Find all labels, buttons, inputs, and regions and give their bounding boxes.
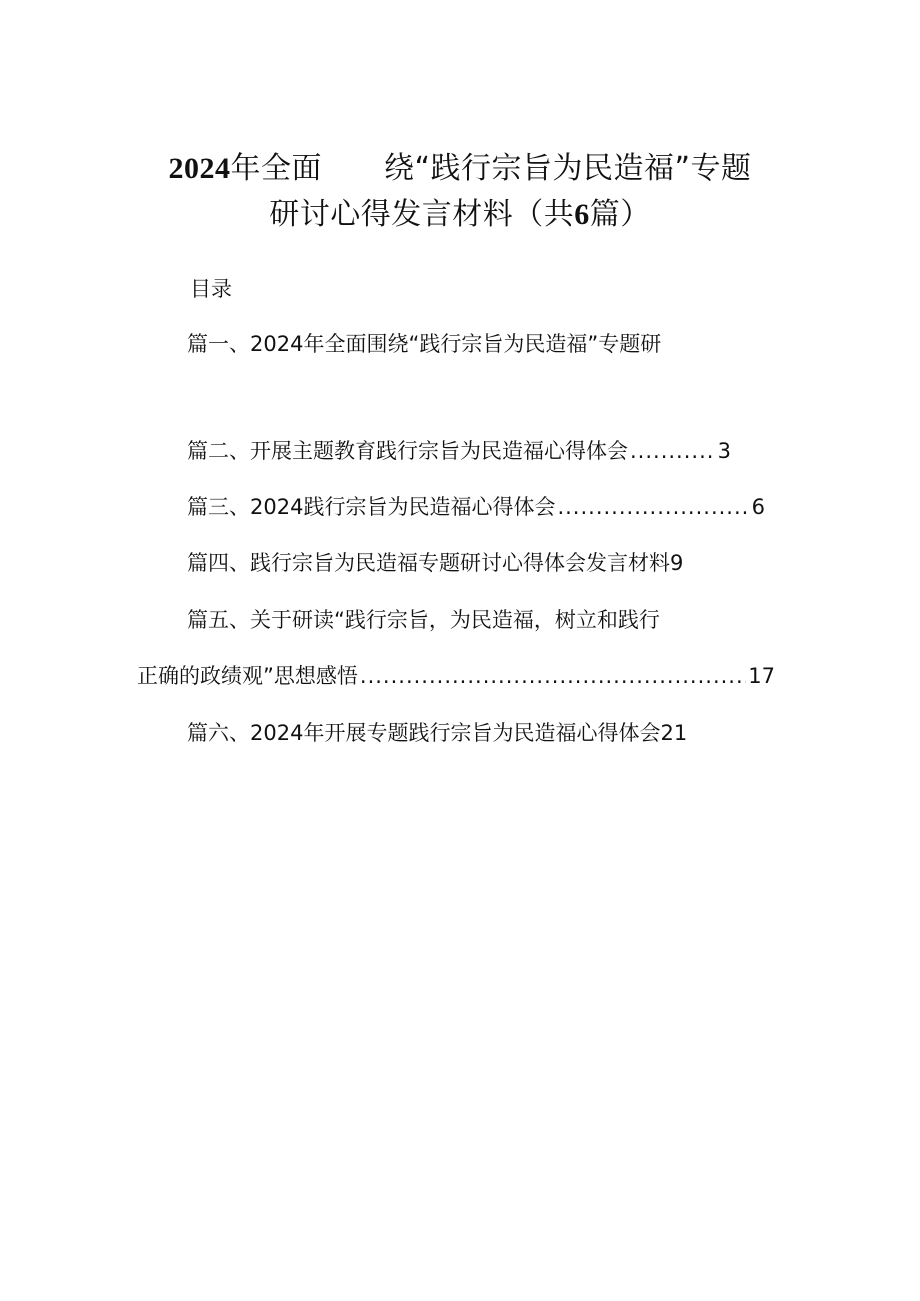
title-text-part-1: 年全面 bbox=[230, 151, 322, 186]
toc-entry-page: 6 bbox=[751, 495, 765, 519]
toc-entry-page: 9 bbox=[670, 551, 684, 575]
title-text-part-4: 篇） bbox=[589, 197, 651, 232]
toc-entry-1[interactable] bbox=[187, 329, 727, 359]
title-year: 2024 bbox=[168, 152, 231, 185]
title-text-part-2: 绕“践行宗旨为民造福”专题 bbox=[383, 151, 752, 186]
toc-entry-5[interactable] bbox=[187, 605, 727, 635]
toc-entry-5-continued[interactable] bbox=[137, 661, 775, 691]
document-title-line-2 bbox=[0, 196, 920, 234]
toc-leader-dots bbox=[557, 492, 749, 522]
toc-entry-text: 篇六、2024年开展专题践行宗旨为民造福心得体会 bbox=[187, 721, 661, 745]
document-title-line-1 bbox=[0, 150, 920, 188]
title-text-part-3: 研讨心得发言材料（共 bbox=[269, 197, 575, 232]
toc-entry-text: 篇一、2024年全面围绕“践行宗旨为民造福”专题研 bbox=[187, 332, 662, 356]
toc-leader-dots bbox=[360, 661, 746, 691]
toc-entry-3[interactable] bbox=[187, 492, 765, 522]
toc-entry-4[interactable] bbox=[187, 548, 737, 578]
toc-entry-page: 17 bbox=[748, 664, 775, 688]
toc-entry-text: 正确的政绩观”思想感悟 bbox=[137, 664, 358, 688]
title-count: 6 bbox=[574, 198, 590, 231]
toc-entry-text: 篇二、开展主题教育践行宗旨为民造福心得体会 bbox=[187, 439, 628, 463]
toc-entry-page: 21 bbox=[660, 721, 688, 745]
toc-entry-text: 篇三、2024践行宗旨为民造福心得体会 bbox=[187, 495, 556, 519]
toc-entry-2[interactable] bbox=[187, 436, 731, 466]
toc-entry-page: 3 bbox=[717, 439, 731, 463]
toc-leader-dots bbox=[630, 436, 716, 466]
toc-entry-text: 篇五、关于研读“践行宗旨，为民造福，树立和践行 bbox=[187, 608, 660, 632]
toc-entry-text: 篇四、践行宗旨为民造福专题研讨心得体会发言材料 bbox=[187, 551, 670, 575]
toc-heading: 目录 bbox=[190, 277, 232, 301]
toc-entry-6[interactable] bbox=[187, 718, 747, 748]
